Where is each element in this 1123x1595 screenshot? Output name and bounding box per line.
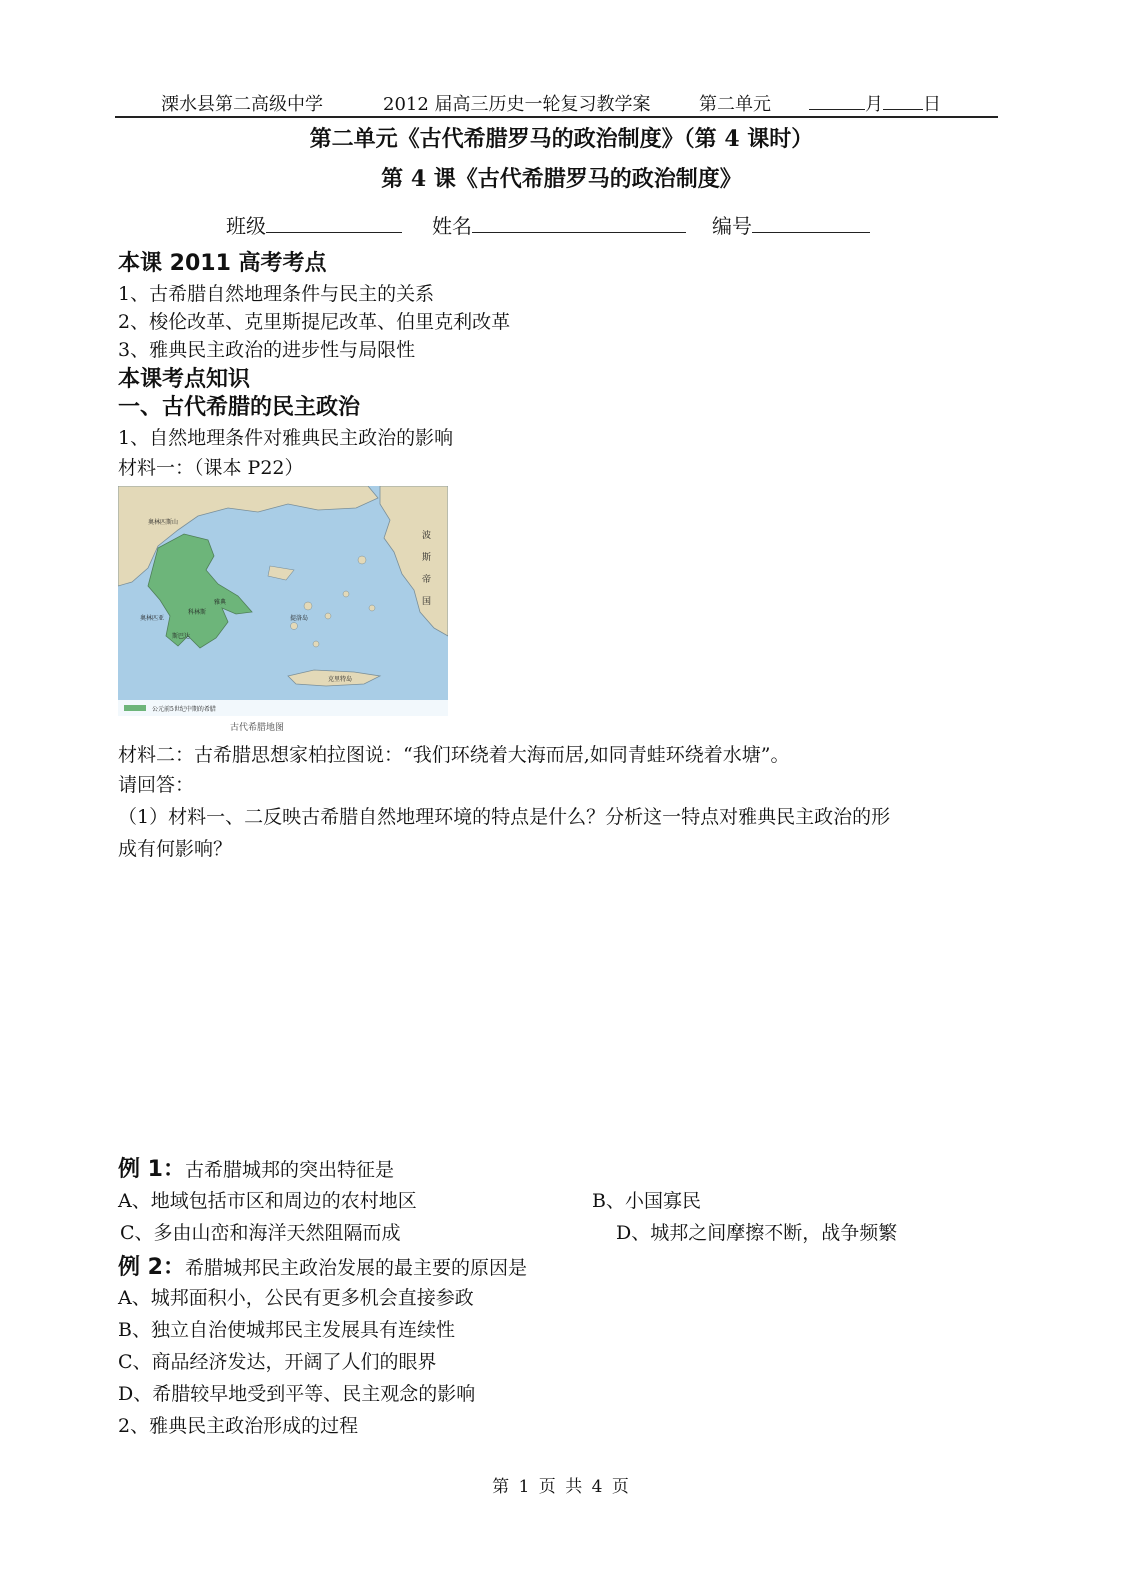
number-blank[interactable]: [752, 216, 870, 233]
map-label-olympus: 奥林匹斯山: [148, 519, 179, 526]
example-1-question: 古希腊城邦的突出特征是: [184, 1159, 394, 1181]
material-1: 材料一：（课本 P22）: [118, 457, 304, 479]
example-2-option-c: C、商品经济发达，开阔了人们的眼界: [118, 1351, 437, 1373]
example-1: [118, 1152, 394, 1183]
day-blank[interactable]: [883, 93, 923, 110]
header-unit: 第二单元: [699, 94, 771, 115]
map-label-persia-2: 斯: [422, 553, 432, 563]
header-date: [809, 90, 941, 116]
example-2-option-b: B、独立自治使城邦民主发展具有连续性: [118, 1319, 455, 1341]
example-1-option-d: D、城邦之间摩擦不断，战争频繁: [616, 1222, 898, 1244]
map-label-olympia: 奥林匹亚: [140, 615, 165, 622]
example-1-option-a: A、地域包括市区和周边的农村地区: [118, 1190, 417, 1212]
map-label-crete: 克里特岛: [328, 676, 353, 683]
class-label: 班级: [226, 214, 266, 238]
header-day: 日: [923, 94, 941, 115]
example-2-question: 希腊城邦民主政治发展的最主要的原因是: [184, 1257, 527, 1279]
lesson-title: 第二单元《古代希腊罗马的政治制度》（第 4 课时）: [309, 126, 814, 152]
lesson-subtitle: 第 4 课《古代希腊罗马的政治制度》: [381, 166, 742, 192]
exam-point-3: 3、雅典民主政治的进步性与局限性: [118, 339, 416, 361]
exam-point-2: 2、梭伦改革、克里斯提尼改革、伯里克利改革: [118, 311, 511, 333]
map-label-persia-3: 帝: [422, 575, 432, 585]
page-header: [115, 86, 998, 118]
subsection-1: 1、自然地理条件对雅典民主政治的影响: [118, 427, 454, 449]
header-month: 月: [865, 94, 883, 115]
map-label-sparta: 斯巴达: [172, 633, 191, 640]
header-school: 溧水县第二高级中学: [161, 94, 323, 115]
number-label: 编号: [712, 214, 752, 238]
map-island: [369, 605, 375, 611]
name-field: [432, 210, 686, 239]
map-island: [304, 602, 312, 610]
page-footer: 第 1 页 共 4 页: [492, 1477, 631, 1497]
map-island: [343, 591, 349, 597]
map-label-persia-1: 波: [422, 531, 432, 541]
header-plan: 2012 届高三历史一轮复习教学案: [383, 94, 651, 115]
example-2-option-d: D、希腊较早地受到平等、民主观念的影响: [118, 1383, 476, 1405]
map-island: [291, 623, 298, 630]
material-2: 材料二：古希腊思想家柏拉图说：“我们环绕着大海而居,如同青蛙环绕着水塘”。: [118, 744, 790, 766]
knowledge-heading: 本课考点知识: [118, 367, 251, 392]
map-legend-swatch: [124, 705, 146, 711]
name-label: 姓名: [432, 214, 472, 238]
class-blank[interactable]: [266, 216, 402, 233]
map-label-delos: 提洛岛: [290, 615, 309, 622]
example-1-option-b: B、小国寡民: [592, 1190, 701, 1212]
number-field: [712, 210, 870, 239]
map-label-persia-4: 国: [422, 597, 432, 607]
map-legend-text: 公元前5世纪中期的希腊: [152, 706, 216, 713]
ancient-greece-map: [118, 486, 448, 716]
answer-prompt: 请回答：: [118, 774, 195, 796]
example-1-option-c: C、多由山峦和海洋天然阻隔而成: [120, 1222, 401, 1244]
example-2: [118, 1250, 527, 1281]
map-island: [325, 613, 331, 619]
class-field: [226, 210, 402, 239]
question-1-line-1: （1）材料一、二反映古希腊自然地理环境的特点是什么？分析这一特点对雅典民主政治的形: [118, 806, 891, 828]
map-label-corinth: 科林斯: [188, 609, 207, 616]
name-blank[interactable]: [472, 216, 686, 233]
section-1-heading: 一、古代希腊的民主政治: [118, 395, 361, 420]
example-2-label: 例 2：: [118, 1255, 185, 1280]
map-island: [313, 641, 319, 647]
example-1-label: 例 1：: [118, 1157, 185, 1182]
question-1-line-2: 成有何影响？: [118, 838, 233, 860]
map-caption: 古代希腊地图: [230, 723, 285, 733]
exam-point-1: 1、古希腊自然地理条件与民主的关系: [118, 283, 435, 305]
section-2-heading: 2、雅典民主政治形成的过程: [118, 1415, 359, 1437]
example-2-option-a: A、城邦面积小，公民有更多机会直接参政: [118, 1287, 474, 1309]
exam-points-heading: 本课 2011 高考考点: [118, 251, 327, 276]
month-blank[interactable]: [809, 93, 865, 110]
map-label-athens: 雅典: [214, 599, 227, 606]
map-island: [358, 556, 366, 564]
